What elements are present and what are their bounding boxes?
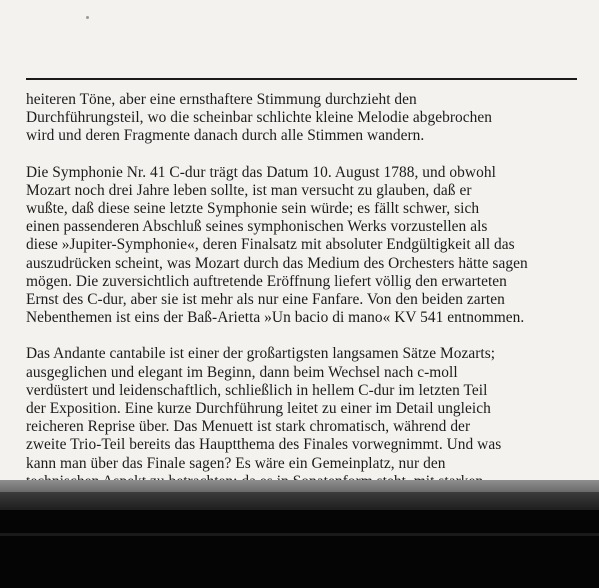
text-line: auszudrücken scheint, was Mozart durch das Medium des Orchesters hätte sagen — [26, 254, 528, 272]
scan-shadow-light — [0, 480, 599, 492]
text-line: zweite Trio-Teil bereits das Hauptthema des Finales vorwegnimmt. Und was — [26, 436, 502, 454]
text-line: heiteren Töne, aber eine ernsthaftere Stimmung durchzieht den — [26, 91, 417, 108]
text-line: Nebenthemen ist eins der Baß-Arietta »Un bacio di mano« KV 541 entnommen. — [26, 309, 525, 327]
dust-speck — [86, 16, 89, 19]
text-line: einen passenderen Abschluß seines symphonischen Werks vorzustellen als — [26, 218, 488, 236]
text-line: Mozart noch drei Jahre leben sollte, ist man versucht zu glauben, daß er — [26, 181, 472, 199]
horizontal-rule — [26, 78, 577, 80]
text-line: mögen. Die zuversichtlich auftretende Eröffnung liefert völlig den erwarteten — [26, 272, 507, 290]
text-line: Das Andante cantabile ist einer der großartigsten langsamen Sätze Mozarts; — [26, 345, 496, 363]
scan-shadow-mid — [0, 492, 599, 510]
text-line: ausgeglichen und elegant im Beginn, dann beim Wechsel nach c-moll — [26, 363, 458, 381]
text-line: kann man über das Finale sagen? Es wäre ein Gemeinplatz, nur den — [26, 454, 446, 472]
text-line: Durchführungsteil, wo die scheinbar schlichte kleine Melodie abgebrochen — [26, 109, 493, 127]
paragraph-1 — [26, 91, 582, 146]
text-line: Die Symphonie Nr. 41 C-dur trägt das Datum 10. August 1788, und obwohl — [26, 163, 496, 181]
text-line: Ernst des C-dur, aber sie ist mehr als nur eine Fanfare. Von den beiden zarten — [26, 291, 505, 309]
scan-shadow-dark — [0, 510, 599, 588]
scan-shadow-edge — [0, 480, 599, 588]
text-line: wird und deren Fragmente danach durch alle Stimmen wandern. — [26, 127, 425, 145]
text-line: diese »Jupiter-Symphonie«, deren Finalsatz mit absoluter Endgültigkeit all das — [26, 236, 515, 254]
body-text — [26, 91, 582, 527]
text-line: reicheren Reprise über. Das Menuett ist stark chromatisch, während der — [26, 418, 471, 436]
text-line: wußte, daß diese seine letzte Symphonie sein würde; es fällt schwer, sich — [26, 200, 480, 218]
text-line: der Exposition. Eine kurze Durchführung leitet zu einer im Detail ungleich — [26, 400, 491, 418]
text-line: verdüstert und leidenschaftlich, schließlich in hellem C-dur im letzten Teil — [26, 381, 488, 399]
paragraph-2 — [26, 164, 582, 328]
scan-shadow-line — [0, 533, 599, 536]
